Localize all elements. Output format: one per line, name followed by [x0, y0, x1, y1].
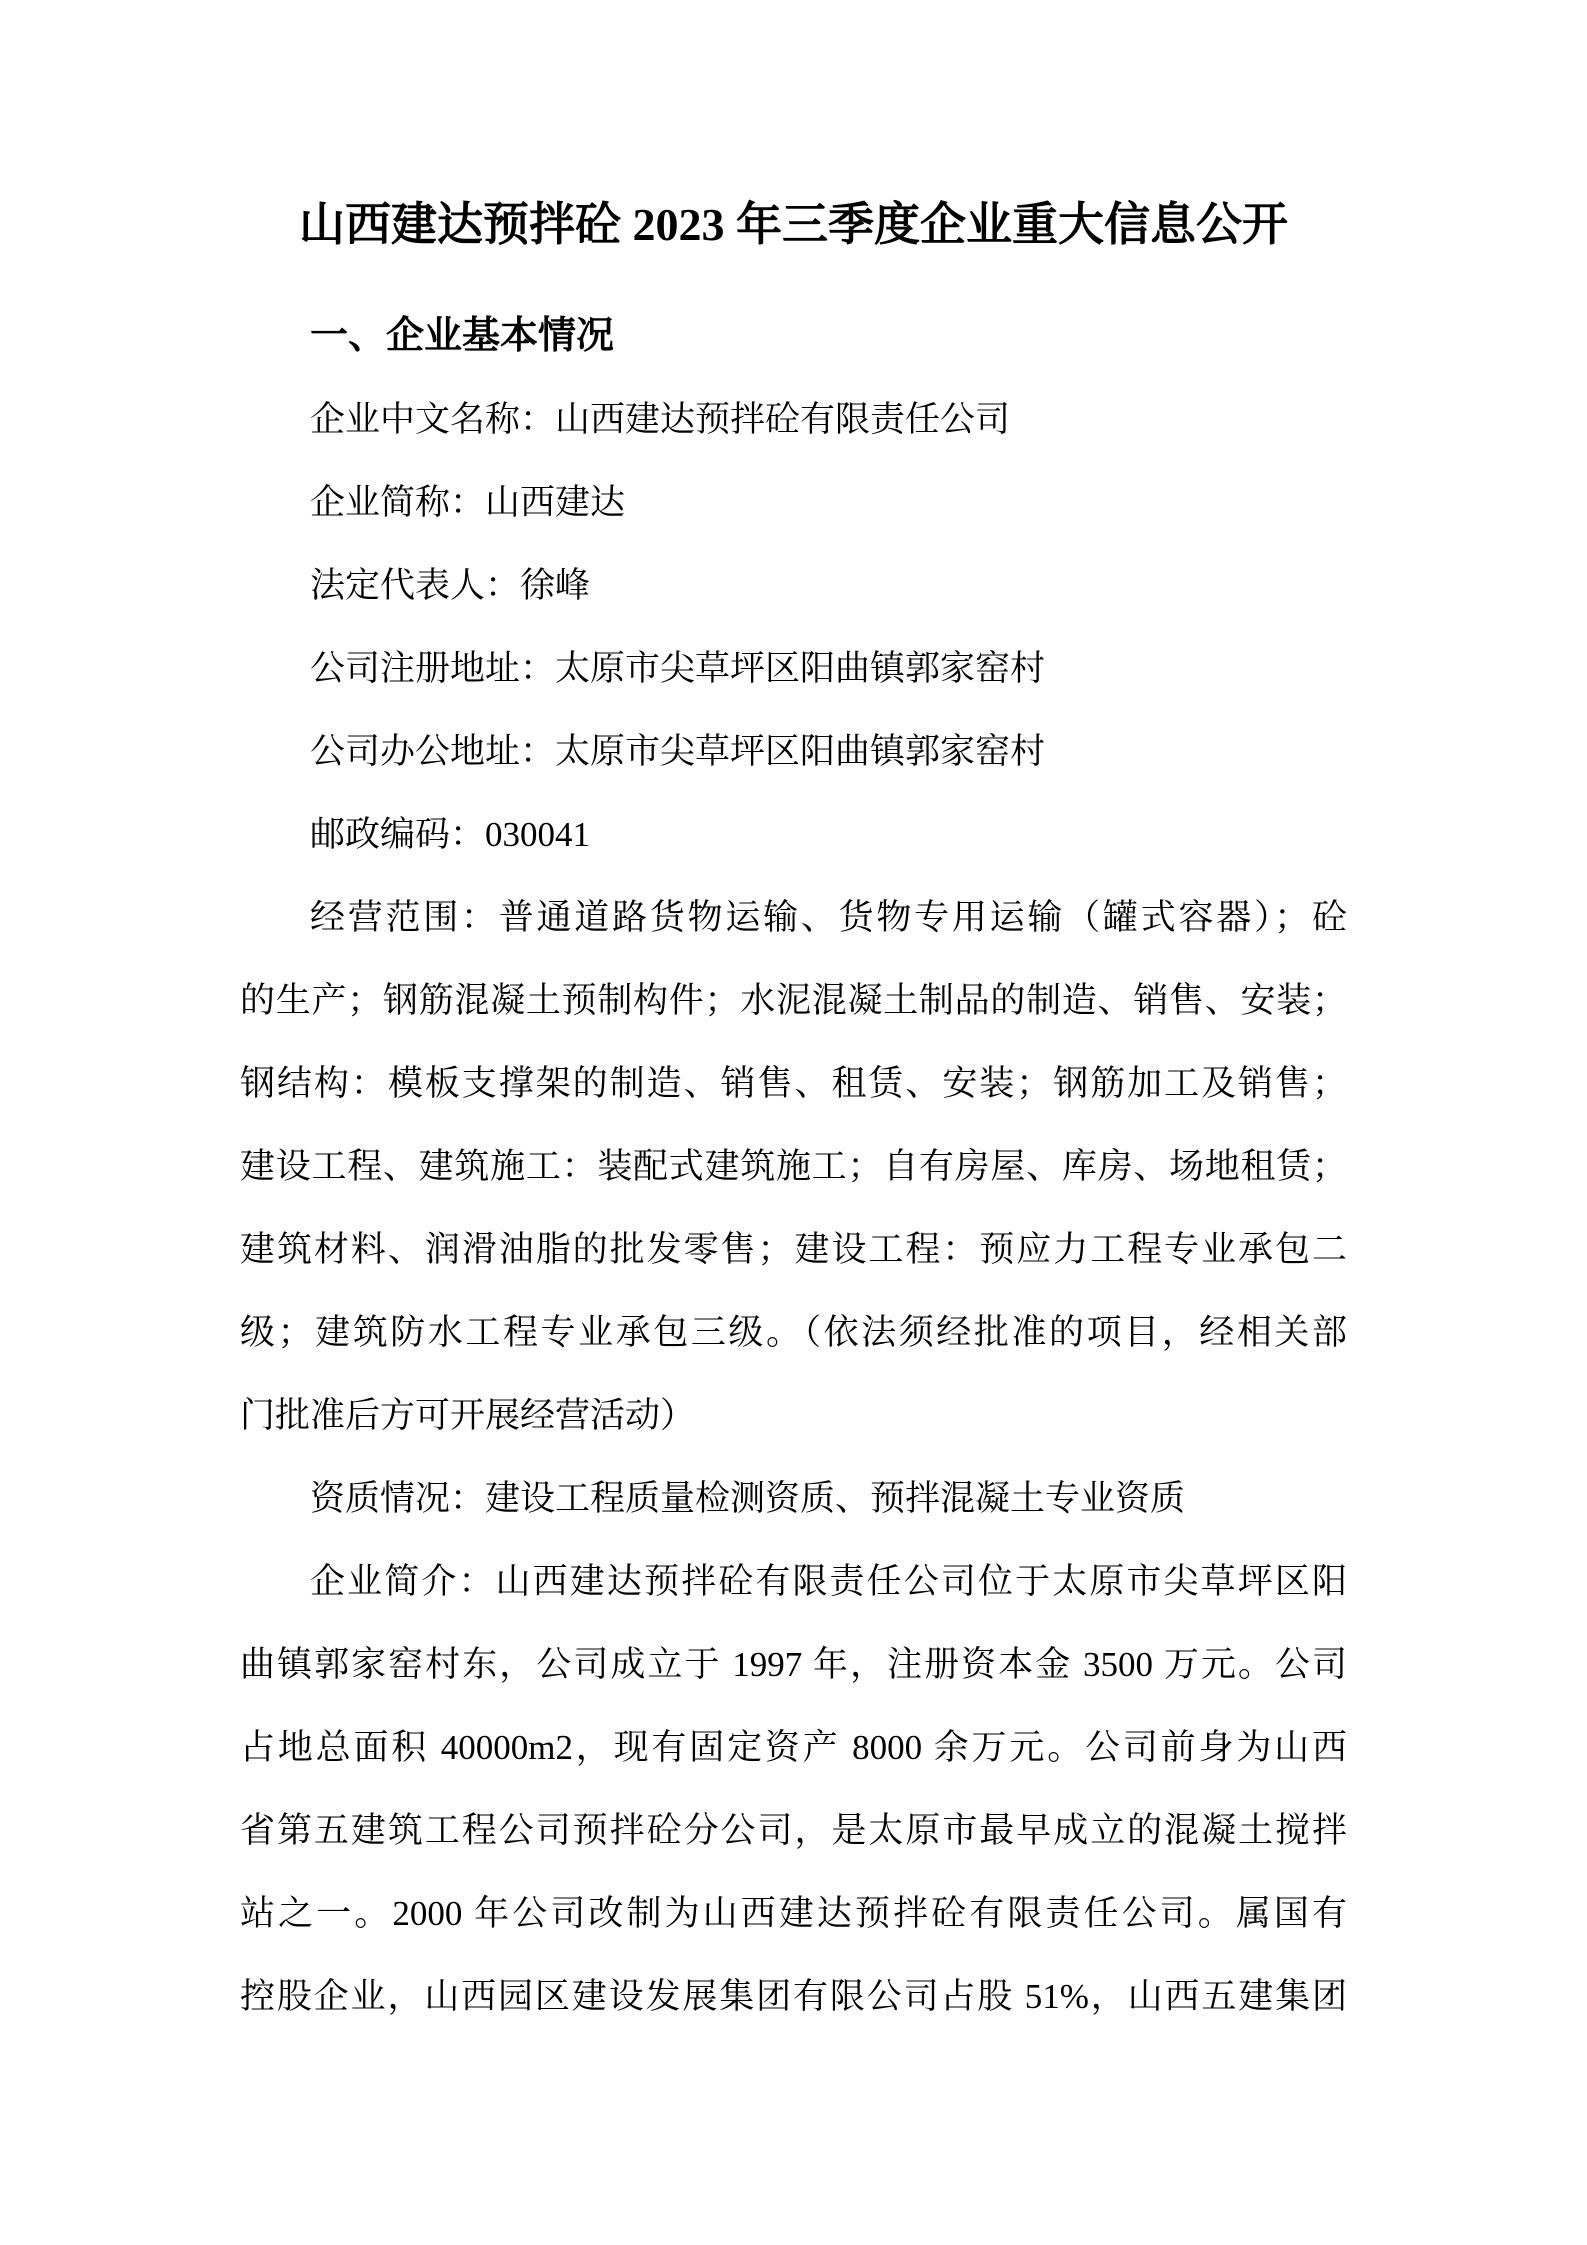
text-line-company-profile-5: 站之一。2000 年公司改制为山西建达预拌砼有限责任公司。属国有: [240, 1894, 1347, 1933]
text-line-business-scope-7: 门批准后方可开展经营活动）: [240, 1396, 696, 1435]
text-line-business-scope-2: 的生产；钢筋混凝土预制构件；水泥混凝土制品的制造、销售、安装；: [240, 981, 1347, 1020]
text-line-business-scope-6: 级；建筑防水工程专业承包三级。（依法须经批准的项目，经相关部: [240, 1313, 1347, 1352]
text-line-company-profile-3: 占地总面积 40000m2，现有固定资产 8000 余万元。公司前身为山西: [240, 1728, 1347, 1767]
section-heading: 一、企业基本情况: [310, 315, 615, 357]
text-line-company-profile-2: 曲镇郭家窑村东，公司成立于 1997 年，注册资本金 3500 万元。公司: [240, 1645, 1347, 1684]
text-line-registered-address: 公司注册地址：太原市尖草坪区阳曲镇郭家窑村: [310, 649, 1046, 688]
text-line-company-profile-1: 企业简介：山西建达预拌砼有限责任公司位于太原市尖草坪区阳: [310, 1562, 1347, 1601]
text-line-business-scope-3: 钢结构：模板支撑架的制造、销售、租赁、安装；钢筋加工及销售；: [240, 1064, 1347, 1103]
text-line-business-scope-4: 建设工程、建筑施工：装配式建筑施工；自有房屋、库房、场地租赁；: [240, 1147, 1347, 1186]
text-line-qualifications: 资质情况：建设工程质量检测资质、预拌混凝土专业资质: [310, 1479, 1186, 1518]
text-line-office-address: 公司办公地址：太原市尖草坪区阳曲镇郭家窑村: [310, 732, 1046, 771]
text-line-company-short-name: 企业简称：山西建达: [310, 483, 626, 522]
document-title: 山西建达预拌砼 2023 年三季度企业重大信息公开: [299, 199, 1288, 250]
text-line-company-name: 企业中文名称：山西建达预拌砼有限责任公司: [310, 400, 1011, 439]
text-line-company-profile-4: 省第五建筑工程公司预拌砼分公司，是太原市最早成立的混凝土搅拌: [240, 1811, 1347, 1850]
text-line-postal-code: 邮政编码：030041: [310, 815, 591, 854]
text-line-company-profile-6: 控股企业，山西园区建设发展集团有限公司占股 51%，山西五建集团: [240, 1977, 1347, 2016]
text-line-business-scope-1: 经营范围：普通道路货物运输、货物专用运输（罐式容器）；砼: [310, 898, 1347, 937]
text-line-legal-representative: 法定代表人：徐峰: [310, 566, 591, 605]
text-line-business-scope-5: 建筑材料、润滑油脂的批发零售；建设工程：预应力工程专业承包二: [240, 1230, 1347, 1269]
